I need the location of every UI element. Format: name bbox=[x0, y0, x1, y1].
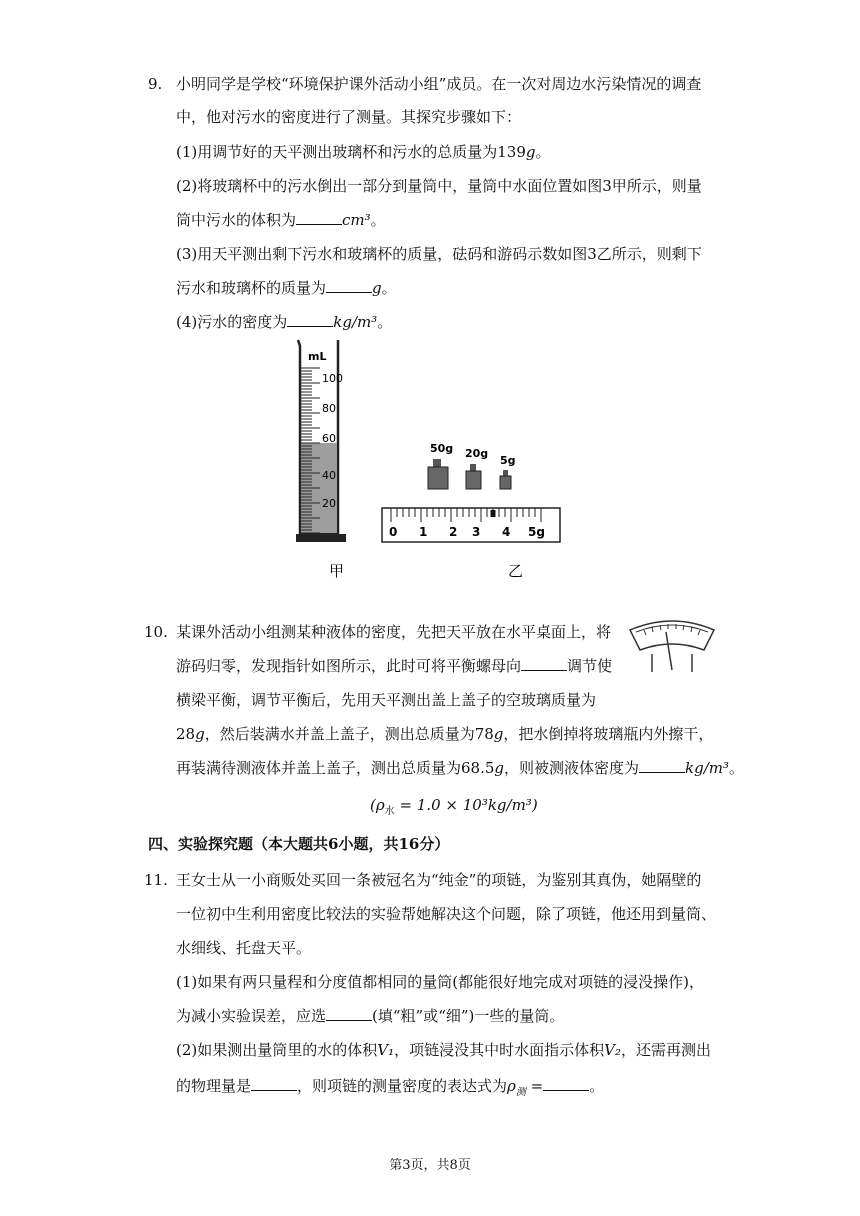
q9-step1-text: (1)用调节好的天平测出玻璃杯和污水的总质量为139 bbox=[176, 143, 526, 161]
q11-quantity-blank[interactable] bbox=[251, 1076, 297, 1091]
question-9-number: 9. bbox=[148, 75, 163, 93]
q11-line-2: 一位初中生利用密度比较法的实验帮她解决这个问题，除了项链，他还用到量筒、 bbox=[176, 905, 717, 923]
q10-mass-2: ，然后装满水并盖上盖子，测出总质量为78 bbox=[204, 725, 494, 743]
cylinder-label-20: 20 bbox=[322, 497, 336, 510]
q11-line6-end: ，还需再测出 bbox=[620, 1041, 711, 1059]
q9-line-1: 小明同学是学校“环境保护课外活动小组”成员。在一次对周边水污染情况的调查 bbox=[176, 75, 702, 93]
q10-water-density-formula bbox=[370, 795, 538, 822]
q10-direction-blank[interactable] bbox=[521, 656, 567, 671]
q9-volume-text: 筒中污水的体积为 bbox=[176, 211, 297, 229]
q10-mass-1: 28 bbox=[176, 725, 196, 743]
q9-line-7 bbox=[176, 278, 397, 298]
q10-density-end: 。 bbox=[729, 759, 745, 777]
q10-line-4 bbox=[176, 724, 713, 744]
question-10-number: 10. bbox=[144, 623, 168, 641]
caption-jia: 甲 bbox=[329, 562, 345, 580]
cylinder-label-100: 100 bbox=[322, 372, 343, 385]
cylinder-label-80: 80 bbox=[322, 402, 336, 415]
ruler-label-5g: 5g bbox=[528, 525, 545, 539]
q11-line-7 bbox=[176, 1076, 604, 1103]
q11-choice-end: (填“粗”或“细”)一些的量筒。 bbox=[372, 1007, 565, 1025]
q9-density-unit: kg/m³ bbox=[333, 313, 378, 331]
ruler-label-0: 0 bbox=[389, 525, 398, 539]
ruler-rider bbox=[491, 510, 496, 517]
q11-v2-text: ，项链浸没其中时水面指示体积 bbox=[394, 1041, 605, 1059]
formula-rho: (ρ bbox=[370, 796, 385, 814]
q9-density-text: (4)污水的密度为 bbox=[176, 313, 288, 331]
weight-50g-icon bbox=[428, 442, 453, 489]
cylinder-unit-label: mL bbox=[308, 350, 327, 363]
q9-mass-unit: g bbox=[372, 279, 382, 297]
weight-5g-icon bbox=[500, 454, 516, 489]
formula-sub: 水 bbox=[384, 806, 395, 817]
q11-expr-blank[interactable] bbox=[543, 1076, 589, 1091]
ruler-label-1: 1 bbox=[419, 525, 428, 539]
q10-line-1: 某课外活动小组测某种液体的密度，先把天平放在水平桌面上，将 bbox=[176, 623, 612, 641]
q9-mass-text: 污水和玻璃杯的质量为 bbox=[176, 279, 327, 297]
q10-density-text: ，则被测液体密度为 bbox=[504, 759, 640, 777]
q9-line-4: (2)将玻璃杯中的污水倒出一部分到量筒中，量筒中水面位置如图3甲所示，则量 bbox=[176, 177, 702, 195]
q10-density-unit: kg/m³ bbox=[685, 759, 730, 777]
balance-pointer-icon bbox=[624, 614, 720, 674]
cylinder-label-40: 40 bbox=[322, 469, 336, 482]
figure-3 bbox=[290, 336, 580, 586]
q11-rho-sub: 测 bbox=[515, 1087, 526, 1098]
q9-volume-unit: cm³ bbox=[342, 211, 371, 229]
q9-line-6: (3)用天平测出剩下污水和玻璃杯的质量，砝码和游码示数如图3乙所示，则剩下 bbox=[176, 245, 702, 263]
formula-rest: = 1.0 × 10³kg/m³) bbox=[394, 796, 538, 814]
q11-line-5 bbox=[176, 1006, 564, 1026]
q11-equals: = bbox=[525, 1077, 544, 1095]
q9-line-8 bbox=[176, 312, 392, 332]
q10-unit-2: g bbox=[493, 725, 504, 743]
q11-line7-end: 。 bbox=[589, 1077, 605, 1095]
q10-line-2 bbox=[176, 656, 612, 676]
q9-step1-unit: g bbox=[525, 143, 536, 161]
q9-mass-end: 。 bbox=[381, 279, 397, 297]
q9-volume-end: 。 bbox=[370, 211, 386, 229]
q9-step1-end: 。 bbox=[535, 143, 551, 161]
q11-choice-text: 为减小实验误差，应选 bbox=[176, 1007, 327, 1025]
q10-line-3: 横梁平衡，调节平衡后，先用天平测出盖上盖子的空玻璃质量为 bbox=[176, 691, 597, 709]
weight-20g-icon bbox=[465, 447, 488, 489]
q9-mass-blank[interactable] bbox=[326, 278, 372, 293]
balance-ruler-icon bbox=[382, 508, 560, 542]
q11-v2-symbol: V₂ bbox=[604, 1041, 621, 1059]
weight-5g-label: 5g bbox=[500, 454, 516, 467]
q11-choice-blank[interactable] bbox=[326, 1006, 372, 1021]
q10-direction-end: 调节使 bbox=[567, 657, 613, 675]
q10-unit-1: g bbox=[195, 725, 205, 743]
q9-density-end: 。 bbox=[377, 313, 393, 331]
q9-density-blank[interactable] bbox=[287, 312, 333, 327]
question-11-number: 11. bbox=[144, 871, 168, 889]
ruler-label-4: 4 bbox=[502, 525, 511, 539]
q10-density-blank[interactable] bbox=[639, 758, 685, 773]
graduated-cylinder-icon bbox=[296, 340, 346, 542]
q10-direction-text: 游码归零，发现指针如图所示，此时可将平衡螺母向 bbox=[176, 657, 522, 675]
caption-yi: 乙 bbox=[508, 562, 524, 580]
section-4-heading: 四、实验探究题（本大题共6小题，共16分） bbox=[148, 835, 450, 853]
q9-line-5 bbox=[176, 210, 386, 230]
ruler-label-3: 3 bbox=[472, 525, 481, 539]
weight-20g-label: 20g bbox=[465, 447, 489, 460]
q11-v1-text: (2)如果测出量筒里的水的体积 bbox=[176, 1041, 378, 1059]
q11-line-3: 水细线、托盘天平。 bbox=[176, 939, 312, 957]
q11-rho: ρ bbox=[507, 1077, 516, 1095]
q11-expr-text: ，则项链的测量密度的表达式为 bbox=[297, 1077, 508, 1095]
q11-line-1: 王女士从一小商贩处买回一条被冠名为“纯金”的项链，为鉴别其真伪，她隔壁的 bbox=[176, 871, 702, 889]
ruler-label-2: 2 bbox=[449, 525, 458, 539]
q9-line-2: 中，他对污水的密度进行了测量。其探究步骤如下： bbox=[176, 108, 522, 126]
q10-total-unit: g bbox=[494, 759, 505, 777]
q11-line-6 bbox=[176, 1040, 711, 1060]
q9-volume-blank[interactable] bbox=[296, 210, 342, 225]
weight-50g-label: 50g bbox=[430, 442, 454, 455]
q9-line-3 bbox=[176, 142, 551, 162]
cylinder-label-60: 60 bbox=[322, 432, 336, 445]
q10-total-text: 再装满待测液体并盖上盖子，测出总质量为68.5 bbox=[176, 759, 495, 777]
page-footer: 第3页，共8页 bbox=[389, 1158, 471, 1173]
q10-line-5 bbox=[176, 758, 744, 778]
q11-v1-symbol: V₁ bbox=[377, 1041, 395, 1059]
q11-line-4: (1)如果有两只量程和分度值都相同的量筒(都能很好地完成对项链的浸没操作)， bbox=[176, 973, 704, 991]
q10-mass-end: ，把水倒掉将玻璃瓶内外擦干， bbox=[503, 725, 714, 743]
q11-quantity-text: 的物理量是 bbox=[176, 1077, 252, 1095]
